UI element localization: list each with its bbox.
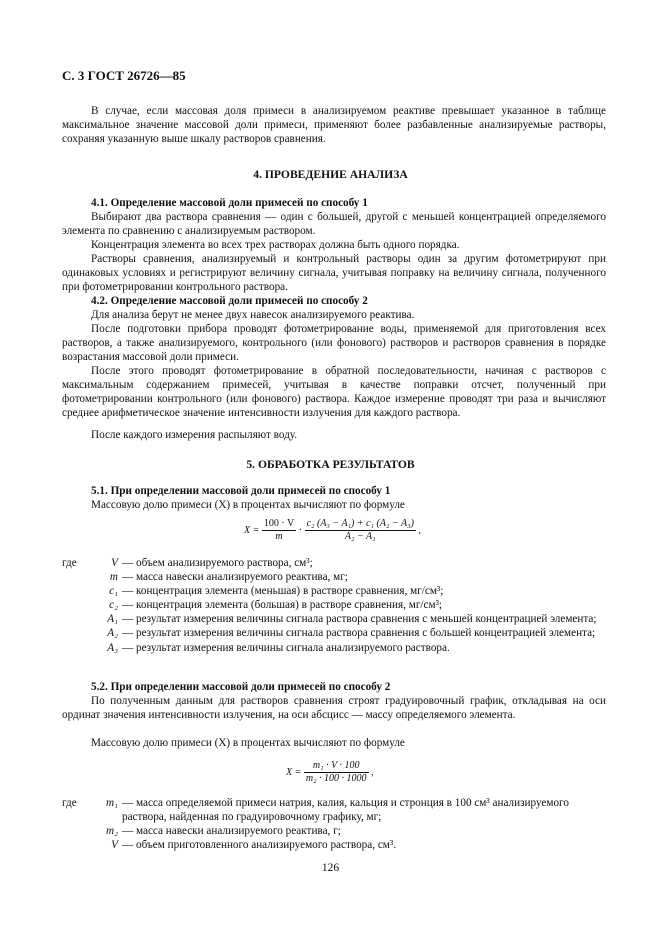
subsection-4-1-heading: 4.1. Определение массовой доли примесей по способу 1 bbox=[91, 197, 368, 209]
formula-1-numerator-1: 100 · V bbox=[263, 518, 295, 529]
paragraph-4-2-d: После каждого измерения распыляют воду. bbox=[91, 429, 298, 441]
formula-2-fraction bbox=[304, 760, 369, 785]
legend-symbol: A₃ bbox=[107, 641, 118, 654]
formula-1-denominator-1: m bbox=[275, 531, 283, 542]
page-number: 126 bbox=[321, 862, 340, 874]
formula-2-lhs: X = bbox=[286, 766, 302, 778]
legend-1-row bbox=[62, 556, 606, 570]
legend-2-row bbox=[62, 796, 606, 824]
formula-1-fraction-1 bbox=[262, 518, 296, 543]
paragraph-4-2-c: После этого проводят фотометрирование в обратной последовательности, начиная с растворов с максимальным содержанием примесей, учитывая в качестве поправки отсчет, полученный при фотометрировании контрольного (или фонового) раствора. Каждое измерение проводят три раза и вычисляют среднее арифметическое значение интенсивности излучения для каждого раствора. bbox=[62, 365, 606, 420]
legend-2-row bbox=[62, 838, 606, 852]
formula-1 bbox=[244, 518, 421, 543]
legend-symbol: c₁ bbox=[109, 585, 118, 598]
legend-text: — результат измерения величины сигнала раствора сравнения с большей концентрацией элемента; bbox=[122, 627, 596, 640]
legend-text: — объем анализируемого раствора, см³; bbox=[122, 557, 313, 569]
legend-1-row bbox=[62, 570, 606, 584]
legend-text: — объем приготовленного анализируемого раствора, см³. bbox=[122, 839, 397, 852]
legend-symbol: A₂ bbox=[107, 627, 118, 640]
subsection-5-2-heading: 5.2. При определении массовой доли примесей по способу 2 bbox=[91, 681, 391, 693]
section-5-title: 5. ОБРАБОТКА РЕЗУЛЬТАТОВ bbox=[246, 458, 415, 471]
legend-symbol: V bbox=[111, 839, 118, 852]
legend-1 bbox=[62, 556, 606, 655]
paragraph-4-1-c: Растворы сравнения, анализируемый и контрольный растворы один за другим фотометрируют при одинаковых условиях и регистрируют величину сигнала, учитывая поправку на величину сигнала, полученного при фотометрировании контрольного раствора. bbox=[62, 253, 606, 294]
paragraph-5-2-a: По полученным данным для растворов сравнения строят градуировочный график, откладывая на оси ординат значения интенсивности излучения, на оси абсцисс — массу определяемого элемента. bbox=[62, 695, 606, 722]
subsection-4-2-heading: 4.2. Определение массовой доли примесей по способу 2 bbox=[91, 295, 368, 307]
legend-symbol: V bbox=[111, 557, 118, 569]
paragraph-4-2-a: Для анализа берут не менее двух навесок анализируемого реактива. bbox=[91, 309, 415, 321]
formula-1-denominator-2: A₂ − A₁ bbox=[344, 531, 376, 542]
formula-2-numerator: m₁ · V · 100 bbox=[304, 760, 369, 773]
formula-1-fraction-2 bbox=[305, 518, 416, 543]
legend-symbol: m bbox=[109, 571, 118, 584]
legend-1-row bbox=[62, 598, 606, 612]
legend-2 bbox=[62, 796, 606, 852]
legend-text: — масса навески анализируемого реактива, мг; bbox=[122, 571, 348, 584]
paragraph-4-2-b: После подготовки прибора проводят фотометрирование воды, применяемой для приготовления всех растворов, а также анализируемого, контрольного (или фонового) растворов и растворов сравнения в порядке возрастания массовой доли примеси. bbox=[62, 323, 606, 364]
legend-symbol: A₁ bbox=[107, 613, 118, 626]
legend-1-row bbox=[62, 641, 606, 655]
section-4-title: 4. ПРОВЕДЕНИЕ АНАЛИЗА bbox=[253, 168, 408, 181]
legend-1-row bbox=[62, 612, 606, 626]
legend-symbol: c₂ bbox=[109, 599, 118, 612]
paragraph-5-1-a: Массовую долю примеси (X) в процентах вычисляют по формуле bbox=[91, 499, 405, 511]
legend-text: — концентрация элемента (меньшая) в растворе сравнения, мг/см³; bbox=[122, 585, 444, 598]
page-header: С. 3 ГОСТ 26726—85 bbox=[62, 68, 186, 83]
intro-paragraph: В случае, если массовая доля примеси в анализируемом реактиве превышает указанное в таблице максимальное значение массовой доли примеси, применяют более разбавленные анализируемые растворы, сохраняя указанную выше шкалу растворов сравнения. bbox=[62, 105, 606, 146]
formula-1-numerator-2: c₂ (A₃ − A₁) + c₁ (A₂ − A₃) bbox=[306, 518, 414, 529]
legend-intro: где bbox=[62, 557, 77, 569]
legend-2-row bbox=[62, 824, 606, 838]
paragraph-4-1-a: Выбирают два раствора сравнения — один с большей, другой с меньшей концентрацией определяемого элемента по сравнению с анализируемым раствором. bbox=[62, 211, 606, 238]
legend-text: — результат измерения величины сигнала анализируемого раствора. bbox=[122, 641, 450, 654]
formula-1-lhs: X = bbox=[244, 524, 260, 536]
legend-intro: где bbox=[62, 797, 77, 809]
legend-1-row bbox=[62, 584, 606, 598]
legend-text: — масса определяемой примеси натрия, калия, кальция и стронция в 100 см³ анализируемого раствора, найденная по градуировочному графику, мг; bbox=[122, 797, 569, 824]
paragraph-4-1-b: Концентрация элемента во всех трех растворах должна быть одного порядка. bbox=[91, 239, 460, 251]
legend-symbol: m₂ bbox=[106, 825, 118, 838]
subsection-5-1-heading: 5.1. При определении массовой доли примесей по способу 1 bbox=[91, 485, 391, 497]
legend-text: — концентрация элемента (большая) в растворе сравнения, мг/см³; bbox=[122, 599, 443, 612]
legend-text: — масса навески анализируемого реактива, г; bbox=[122, 825, 341, 838]
formula-1-dot: · bbox=[298, 524, 303, 536]
paragraph-5-2-b: Массовую долю примеси (X) в процентах вычисляют по формуле bbox=[91, 737, 405, 749]
formula-2-tail: , bbox=[371, 766, 374, 778]
legend-1-row bbox=[62, 626, 606, 640]
formula-1-tail: , bbox=[418, 524, 421, 536]
formula-2-denominator: m₂ · 100 · 1000 bbox=[305, 773, 367, 784]
legend-text: — результат измерения величины сигнала раствора сравнения с меньшей концентрацией элемента; bbox=[122, 613, 597, 626]
formula-2 bbox=[286, 760, 374, 785]
legend-symbol: m₁ bbox=[106, 797, 118, 809]
